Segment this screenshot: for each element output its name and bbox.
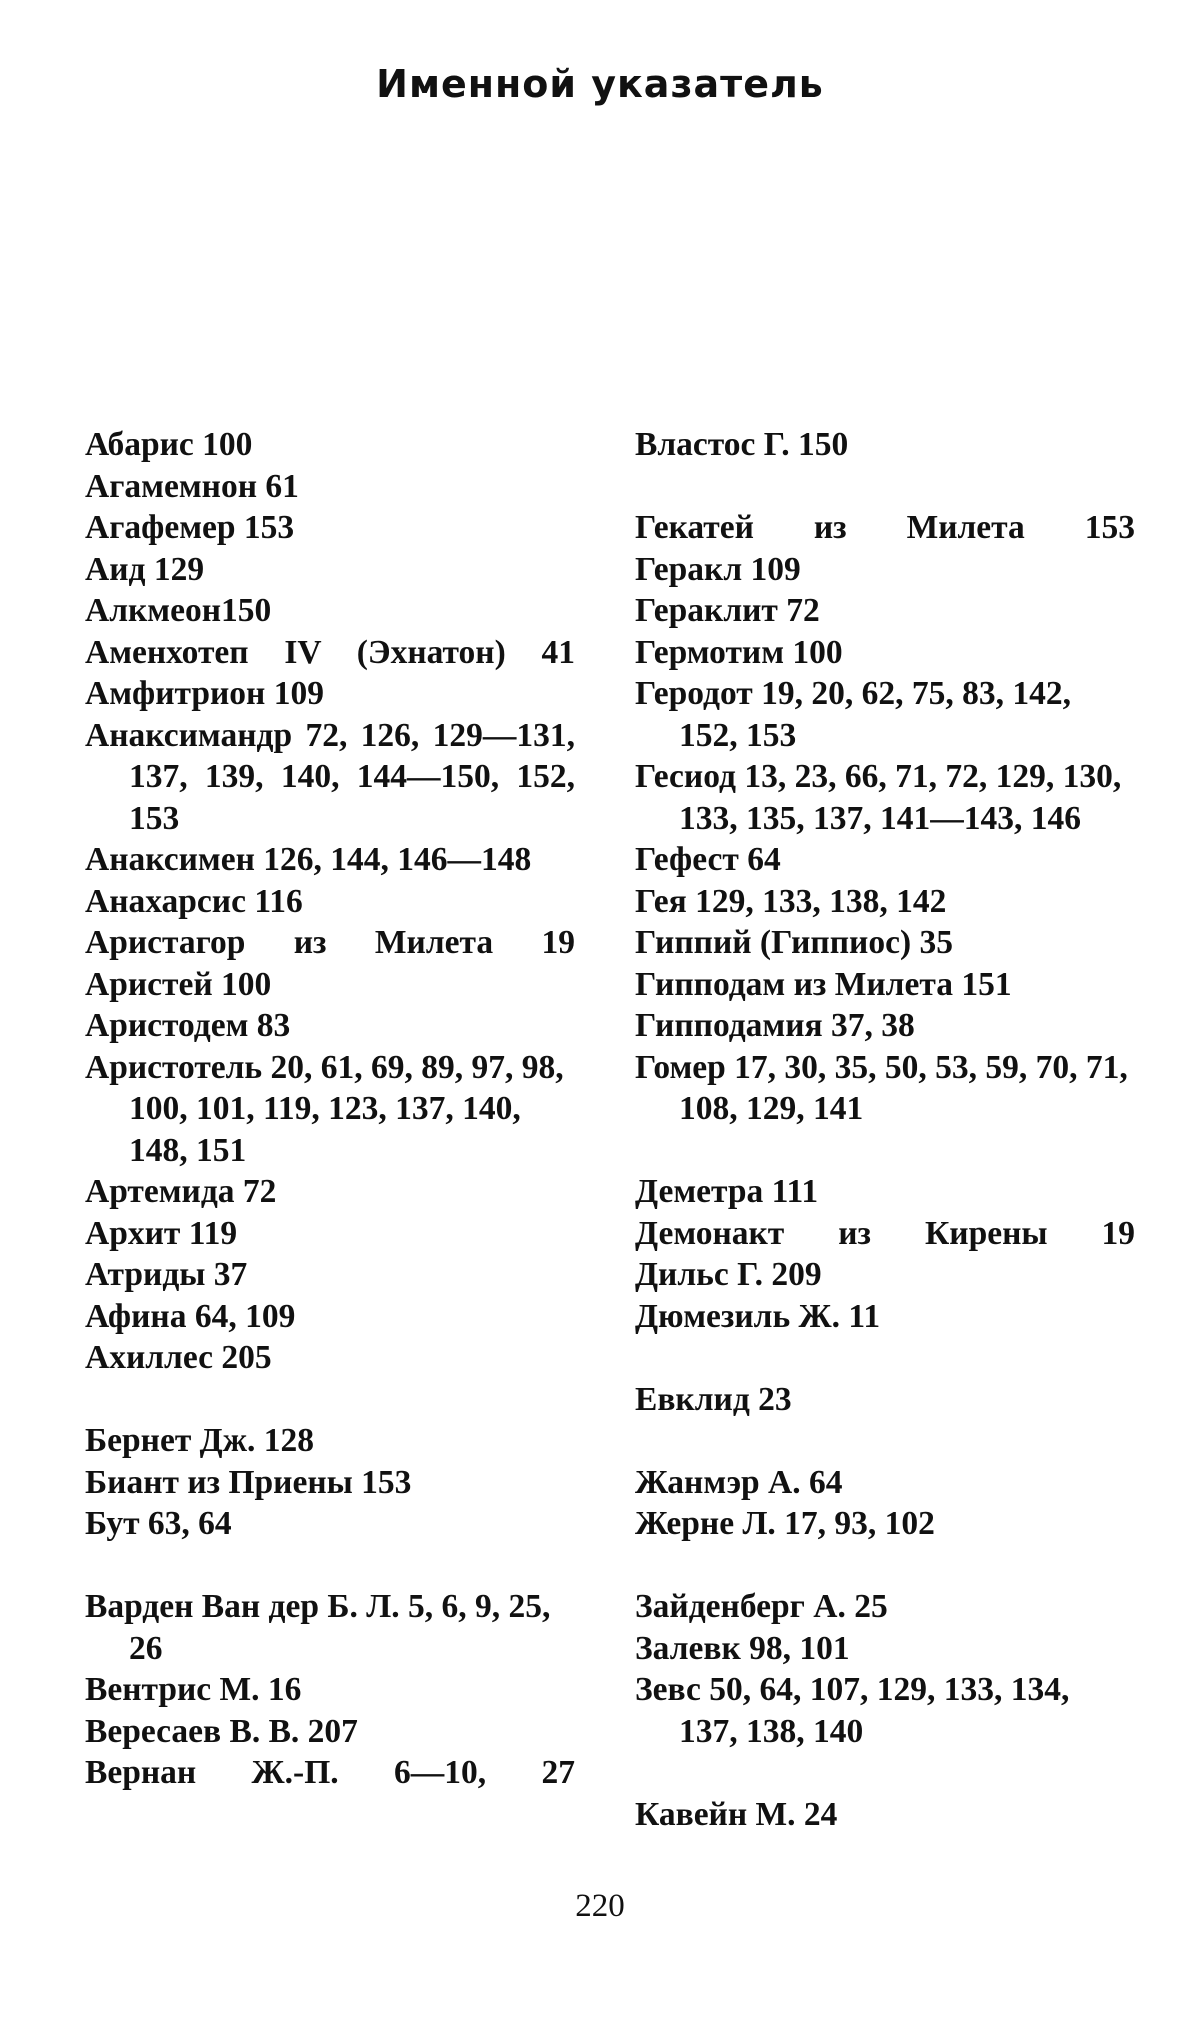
- index-entry: Анаксимен 126, 144, 146—148: [85, 841, 532, 878]
- index-entry: Анахарсис 116: [85, 882, 303, 920]
- index-entry: Аид 129: [85, 550, 205, 588]
- index-entry: Амфитрион 109: [85, 675, 324, 712]
- index-entry: Геродот 19, 20, 62, 75, 83, 142, 152, 153: [635, 675, 1072, 754]
- index-entry: Архит 119: [85, 1214, 238, 1252]
- index-entry: Аристотель 20, 61, 69, 89, 97, 98, 100, 101, 119, 123, 137, 140, 148, 151: [85, 1048, 564, 1169]
- index-column-right: [635, 424, 1135, 1835]
- index-entry: Вересаев В. В. 207: [85, 1712, 358, 1750]
- index-entry: Гермотим 100: [635, 633, 843, 671]
- index-entry: Аристодем 83: [85, 1007, 291, 1044]
- index-entry: Абарис 100: [85, 426, 253, 463]
- index-entry: Гомер 17, 30, 35, 50, 53, 59, 70, 71, 108, 129, 141: [635, 1048, 1128, 1127]
- index-entry: Гея 129, 133, 138, 142: [635, 882, 947, 920]
- page-title: Именной указатель: [376, 62, 824, 106]
- index-entry: Жанмэр А. 64: [635, 1463, 843, 1501]
- index-entry: Анаксимандр 72, 126, 129—131, 137, 139, 140, 144—150, 152, 153: [85, 716, 575, 837]
- index-entry: Аристей 100: [85, 965, 272, 1003]
- index-entry: Вернан Ж.-П. 6—10, 27: [85, 1754, 575, 1791]
- index-entry: Гекатей из Милета 153: [635, 509, 1135, 546]
- index-entry: Бернет Дж. 128: [85, 1422, 314, 1459]
- index-entry: Властос Г. 150: [635, 426, 849, 463]
- index-entry: Гиппий (Гиппиос) 35: [635, 924, 953, 961]
- index-entry: Дильс Г. 209: [635, 1256, 822, 1293]
- index-entry: Гесиод 13, 23, 66, 71, 72, 129, 130, 133, 135, 137, 141—143, 146: [635, 758, 1122, 837]
- index-entry: Залевк 98, 101: [635, 1629, 850, 1667]
- index-entry: Гипподамия 37, 38: [635, 1007, 915, 1044]
- index-entry: Деметра 111: [635, 1173, 819, 1210]
- index-entry: Атриды 37: [85, 1256, 248, 1293]
- index-entry: Демонакт из Кирены 19: [635, 1214, 1135, 1252]
- index-entry: Евклид 23: [635, 1380, 792, 1418]
- index-entry: Биант из Приены 153: [85, 1463, 412, 1501]
- index-entry: Зайденберг А. 25: [635, 1588, 888, 1625]
- index-entry: Гефест 64: [635, 841, 781, 878]
- index-column-left: [85, 424, 575, 1794]
- index-entry: Зевс 50, 64, 107, 129, 133, 134, 137, 138, 140: [635, 1671, 1070, 1750]
- index-entry: Агафемер 153: [85, 509, 295, 546]
- index-entry: Бут 63, 64: [85, 1505, 232, 1542]
- index-entry: Аменхотеп IV (Эхнатон) 41: [85, 633, 575, 671]
- index-entry: Афина 64, 109: [85, 1297, 296, 1335]
- index-entry: Варден Ван дер Б. Л. 5, 6, 9, 25, 26: [85, 1588, 551, 1667]
- index-entry: Ахиллес 205: [85, 1339, 272, 1376]
- index-entry: Геракл 109: [635, 550, 801, 588]
- index-entry: Артемида 72: [85, 1173, 277, 1210]
- index-entry: Жерне Л. 17, 93, 102: [635, 1505, 935, 1542]
- index-entry: Агамемнон 61: [85, 467, 299, 505]
- index-entry: Гераклит 72: [635, 592, 820, 629]
- index-entry: Дюмезиль Ж. 11: [635, 1297, 881, 1335]
- index-entry: Вентрис М. 16: [85, 1671, 302, 1708]
- index-entry: Кавейн М. 24: [635, 1795, 838, 1833]
- index-entry: Аристагор из Милета 19: [85, 924, 575, 961]
- page-number: 220: [575, 1888, 625, 1924]
- index-entry: Алкмеон150: [85, 592, 272, 629]
- index-entry: Гипподам из Милета 151: [635, 965, 1012, 1003]
